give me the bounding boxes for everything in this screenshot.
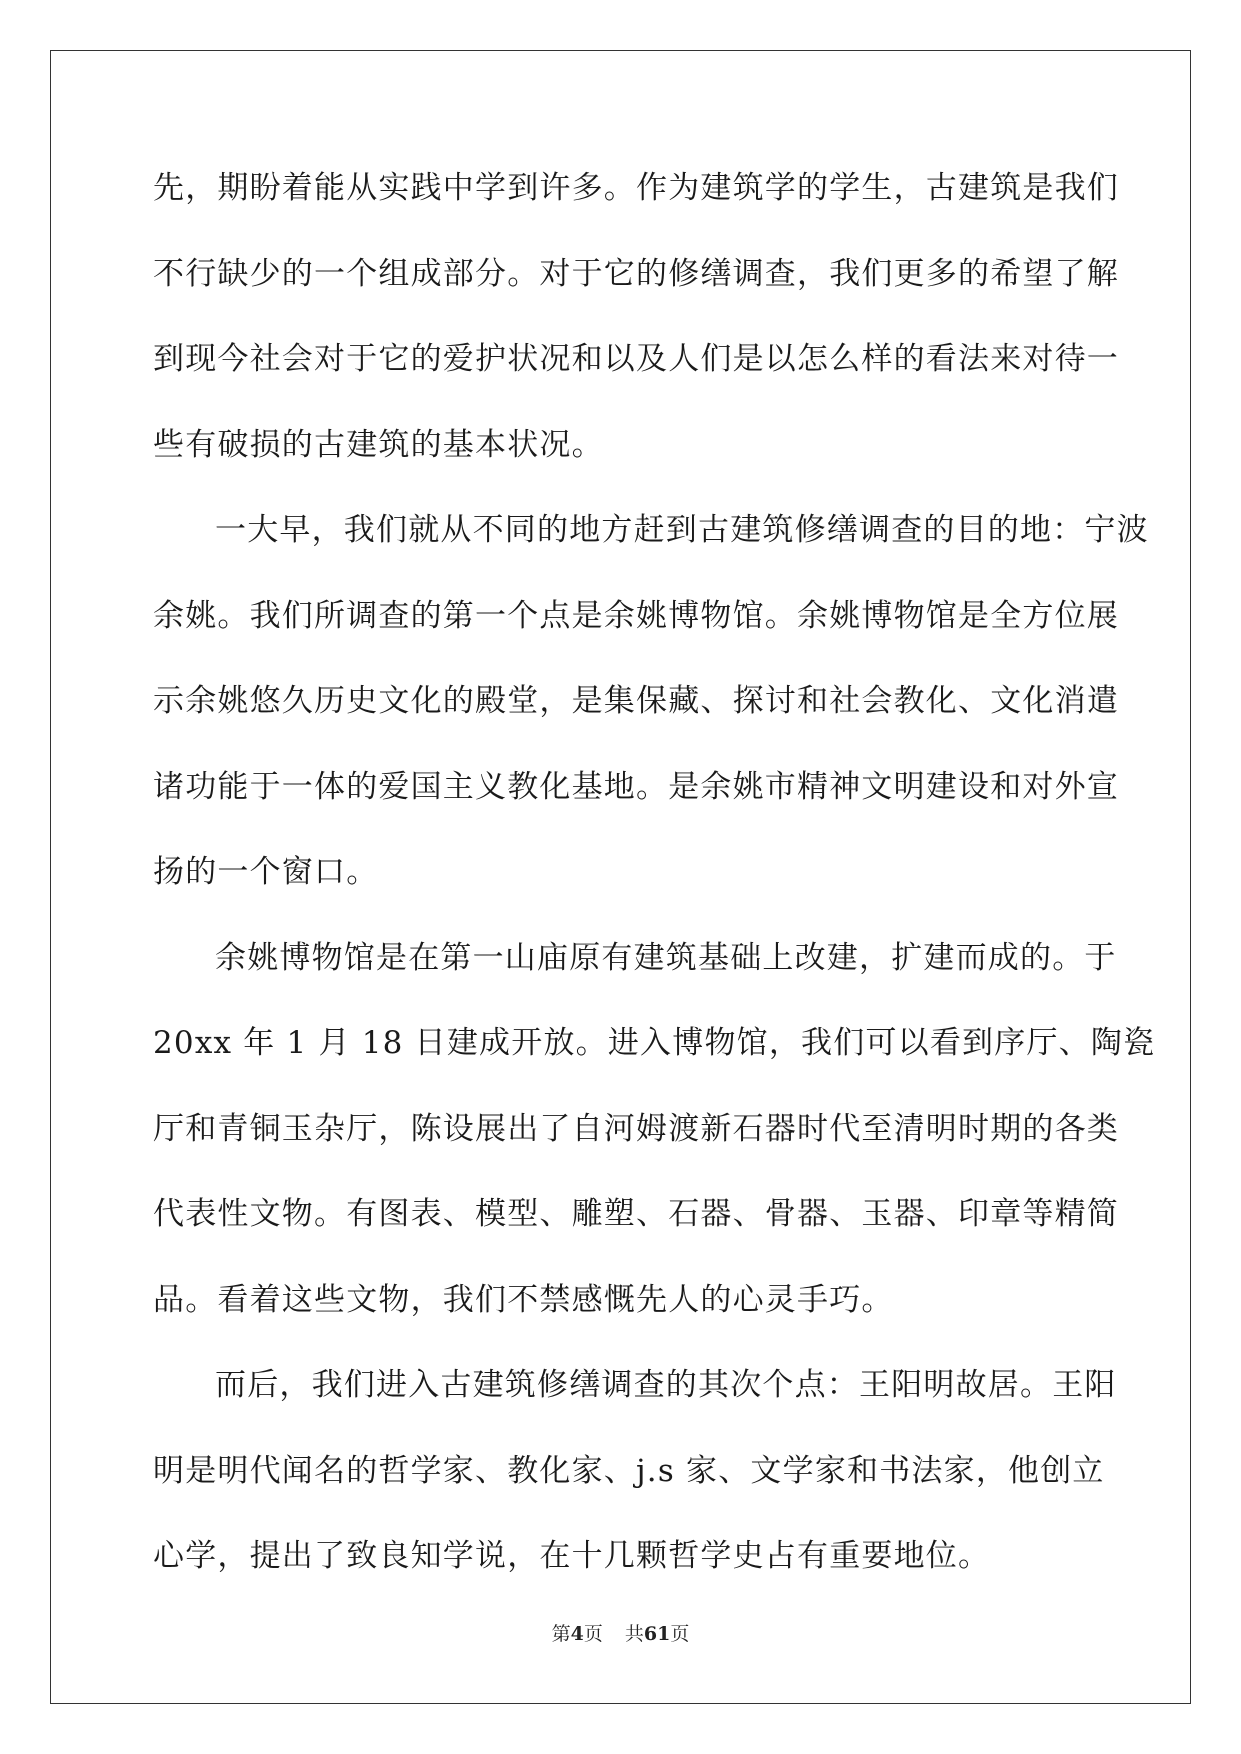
text-line: 先，期盼着能从实践中学到许多。作为建筑学的学生，古建筑是我们 bbox=[153, 170, 1119, 206]
text-line: 诸功能于一体的爱国主义教化基地。是余姚市精神文明建设和对外宣 bbox=[153, 768, 1119, 805]
page-number: 4 bbox=[570, 1623, 584, 1645]
text-line: 而后，我们进入古建筑修缮调查的其次个点：王阳明故居。王阳 bbox=[215, 1367, 1117, 1403]
text-line: 余姚。我们所调查的第一个点是余姚博物馆。余姚博物馆是全方位展 bbox=[153, 597, 1119, 634]
text-line: 一大早，我们就从不同的地方赶到古建筑修缮调查的目的地：宁波 bbox=[215, 512, 1149, 548]
total-pages: 61 bbox=[643, 1623, 671, 1645]
text-line: 示余姚悠久历史文化的殿堂，是集保藏、探讨和社会教化、文化消遣 bbox=[153, 683, 1119, 719]
text-line: 心学，提出了致良知学说，在十几颗哲学史占有重要地位。 bbox=[153, 1538, 991, 1574]
total-prefix: 共 bbox=[624, 1623, 644, 1645]
text-line: 20xx 年 1 月 18 日建成开放。进入博物馆，我们可以看到序厅、陶瓷 bbox=[153, 1025, 1156, 1061]
text-line: 明是明代闻名的哲学家、教化家、j.s 家、文学家和书法家，他创立 bbox=[153, 1452, 1105, 1489]
page-footer bbox=[0, 1619, 1241, 1646]
text-line: 代表性文物。有图表、模型、雕塑、石器、骨器、玉器、印章等精简 bbox=[153, 1196, 1119, 1232]
text-line: 余姚博物馆是在第一山庙原有建筑基础上改建，扩建而成的。于 bbox=[215, 939, 1117, 976]
text-line: 品。看着这些文物，我们不禁感慨先人的心灵手巧。 bbox=[153, 1281, 894, 1318]
text-line: 不行缺少的一个组成部分。对于它的修缮调查，我们更多的希望了解 bbox=[153, 255, 1119, 292]
page-suffix: 页 bbox=[583, 1623, 603, 1645]
total-suffix: 页 bbox=[670, 1623, 690, 1645]
document-body bbox=[153, 163, 1156, 1617]
text-line: 到现今社会对于它的爱护状况和以及人们是以怎么样的看法来对待一 bbox=[153, 341, 1119, 377]
text-line: 厅和青铜玉杂厅，陈设展出了自河姆渡新石器时代至清明时期的各类 bbox=[153, 1110, 1119, 1147]
text-line: 扬的一个窗口。 bbox=[153, 854, 379, 890]
page-prefix: 第 bbox=[551, 1623, 571, 1645]
text-line: 些有破损的古建筑的基本状况。 bbox=[153, 426, 604, 463]
